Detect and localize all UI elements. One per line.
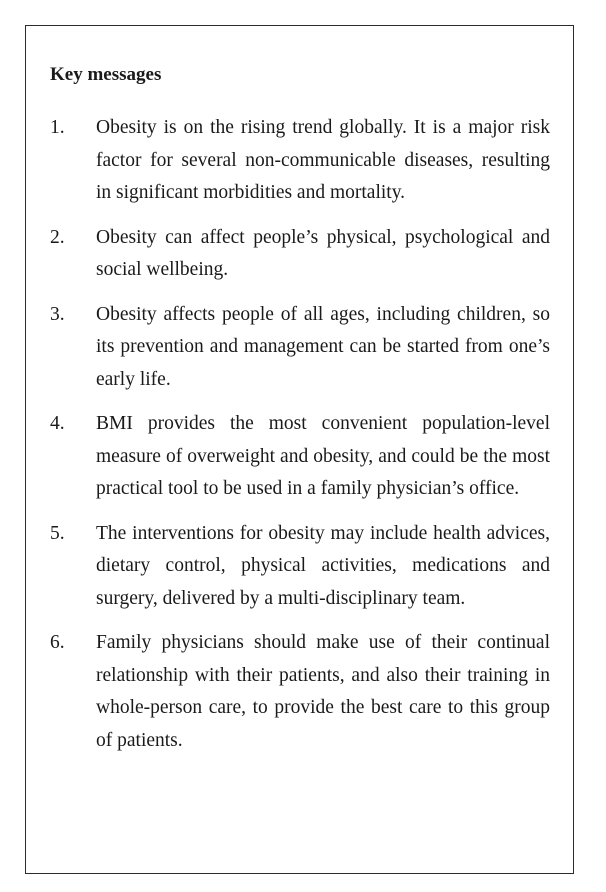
item-number: 1.	[50, 117, 65, 138]
item-number: 4.	[50, 413, 65, 434]
item-number: 3.	[50, 303, 65, 325]
list-item	[50, 408, 550, 506]
key-messages-list	[50, 112, 550, 769]
box-title: Key messages	[50, 64, 162, 85]
item-text: Obesity can affect people’s physical, psychological and social wellbeing.	[96, 226, 550, 280]
item-number: 5.	[50, 522, 65, 544]
list-item	[50, 627, 550, 757]
item-text: Obesity affects people of all ages, including children, so its prevention and management can be started from one’s early life.	[96, 303, 550, 390]
item-number: 6.	[50, 632, 65, 653]
list-item	[50, 222, 550, 287]
item-text: The interventions for obesity may include health advices, dietary control, physical activities, medications and surgery, delivered by a multi-disciplinary team.	[96, 522, 550, 609]
key-messages-box	[25, 25, 574, 874]
item-text: BMI provides the most convenient population-level measure of overweight and obesity, and could be the most practical tool to be used in a family physician’s office.	[96, 413, 550, 499]
item-text: Family physicians should make use of their continual relationship with their patients, and also their training in whole-person care, to provide the best care to this group of patients.	[96, 632, 550, 751]
list-item	[50, 112, 550, 210]
list-item	[50, 518, 550, 616]
list-item	[50, 299, 550, 397]
item-number: 2.	[50, 226, 65, 248]
item-text: Obesity is on the rising trend globally. It is a major risk factor for several non-communicable diseases, resulting in significant morbidities and mortality.	[96, 117, 550, 203]
